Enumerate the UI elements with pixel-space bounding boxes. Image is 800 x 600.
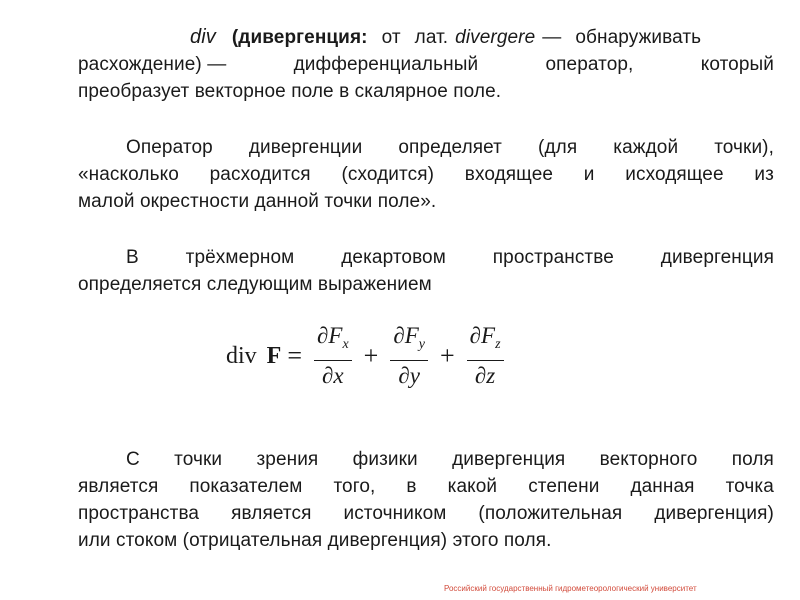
word: данная [630, 476, 695, 497]
fraction-numerator: ∂F [469, 322, 496, 348]
formula-fraction-y [390, 321, 428, 392]
word: в [406, 476, 417, 497]
word: — [542, 27, 562, 48]
word: divergere [455, 27, 536, 48]
word: Оператор [126, 137, 213, 158]
word: оператор, [545, 54, 634, 75]
fraction-subscript: z [495, 336, 501, 352]
word: С [126, 449, 140, 470]
text-line [78, 188, 774, 215]
fraction-denominator: ∂z [474, 363, 496, 389]
word: степени [528, 476, 600, 497]
fraction-denominator: ∂x [322, 363, 344, 389]
line-text: преобразует векторное поле в скалярное поле. [78, 81, 502, 102]
formula-fraction-x [314, 321, 352, 392]
text-line [78, 446, 774, 473]
word: который [700, 54, 774, 75]
fraction-numerator: ∂F [317, 322, 343, 348]
term-div: div [190, 26, 216, 48]
word: (сходится) [341, 164, 435, 185]
word: обнаруживать [575, 27, 702, 48]
university-footer: Российский государственный гидрометеорологический университет [444, 584, 697, 593]
fraction-numerator: ∂F [393, 322, 419, 348]
word: трёхмерном [185, 247, 295, 268]
word: источником [343, 503, 447, 524]
word: из [754, 164, 774, 185]
word: пространства [78, 503, 200, 524]
formula-fraction-z [467, 321, 504, 392]
word: и [583, 164, 595, 185]
word: расхождение) — [78, 54, 227, 75]
text-line [78, 473, 774, 500]
word: декартовом [341, 247, 446, 268]
word: точка [725, 476, 774, 497]
word: показателем [189, 476, 303, 497]
text-line [78, 24, 774, 51]
physics-paragraph [78, 446, 774, 554]
word: (положительная [478, 503, 623, 524]
word: дивергенция [660, 247, 774, 268]
text-line [78, 78, 774, 105]
fraction-subscript: y [418, 336, 425, 352]
word: «насколько [78, 164, 179, 185]
word: поля [731, 449, 774, 470]
formula-plus: + [439, 341, 455, 370]
cartesian-paragraph [78, 244, 774, 298]
word: (дивергенция: [231, 27, 368, 48]
divergence-formula [226, 318, 510, 394]
word: дивергенция [452, 449, 566, 470]
word: зрения [256, 449, 319, 470]
word: того, [333, 476, 376, 497]
word: какой [447, 476, 498, 497]
line-text: или стоком (отрицательная дивергенция) этого поля. [78, 530, 552, 551]
word: В [126, 247, 139, 268]
fraction-denominator: ∂y [398, 363, 420, 389]
text-line [78, 161, 774, 188]
text-line [78, 134, 774, 161]
word: пространстве [492, 247, 614, 268]
text-line [78, 500, 774, 527]
word: расходится [209, 164, 311, 185]
word: является [78, 476, 159, 497]
definition-paragraph [78, 24, 774, 105]
word: векторного [599, 449, 698, 470]
word: дифференциальный [293, 54, 479, 75]
word: (для [538, 137, 578, 158]
word: является [231, 503, 312, 524]
word: лат. [414, 27, 449, 48]
formula-field-F: F [266, 342, 282, 369]
word: дивергенции [248, 137, 363, 158]
fraction-subscript: x [342, 336, 349, 352]
formula-equals: = [287, 341, 303, 370]
word: каждой [613, 137, 679, 158]
word: дивергенция) [654, 503, 774, 524]
text-line [78, 244, 774, 271]
word: физики [352, 449, 418, 470]
word: определяет [398, 137, 502, 158]
word: входящее [464, 164, 554, 185]
operator-paragraph [78, 134, 774, 215]
word: точки), [714, 137, 774, 158]
text-line [78, 271, 774, 298]
word: от [381, 27, 401, 48]
word: исходящее [625, 164, 724, 185]
word: точки [174, 449, 223, 470]
formula-div-operator: div [226, 342, 257, 369]
text-line [78, 51, 774, 78]
formula-plus: + [363, 341, 379, 370]
text-line [78, 527, 774, 554]
line-text: определяется следующим выражением [78, 274, 432, 295]
line-text: малой окрестности данной точки поле». [78, 191, 437, 212]
